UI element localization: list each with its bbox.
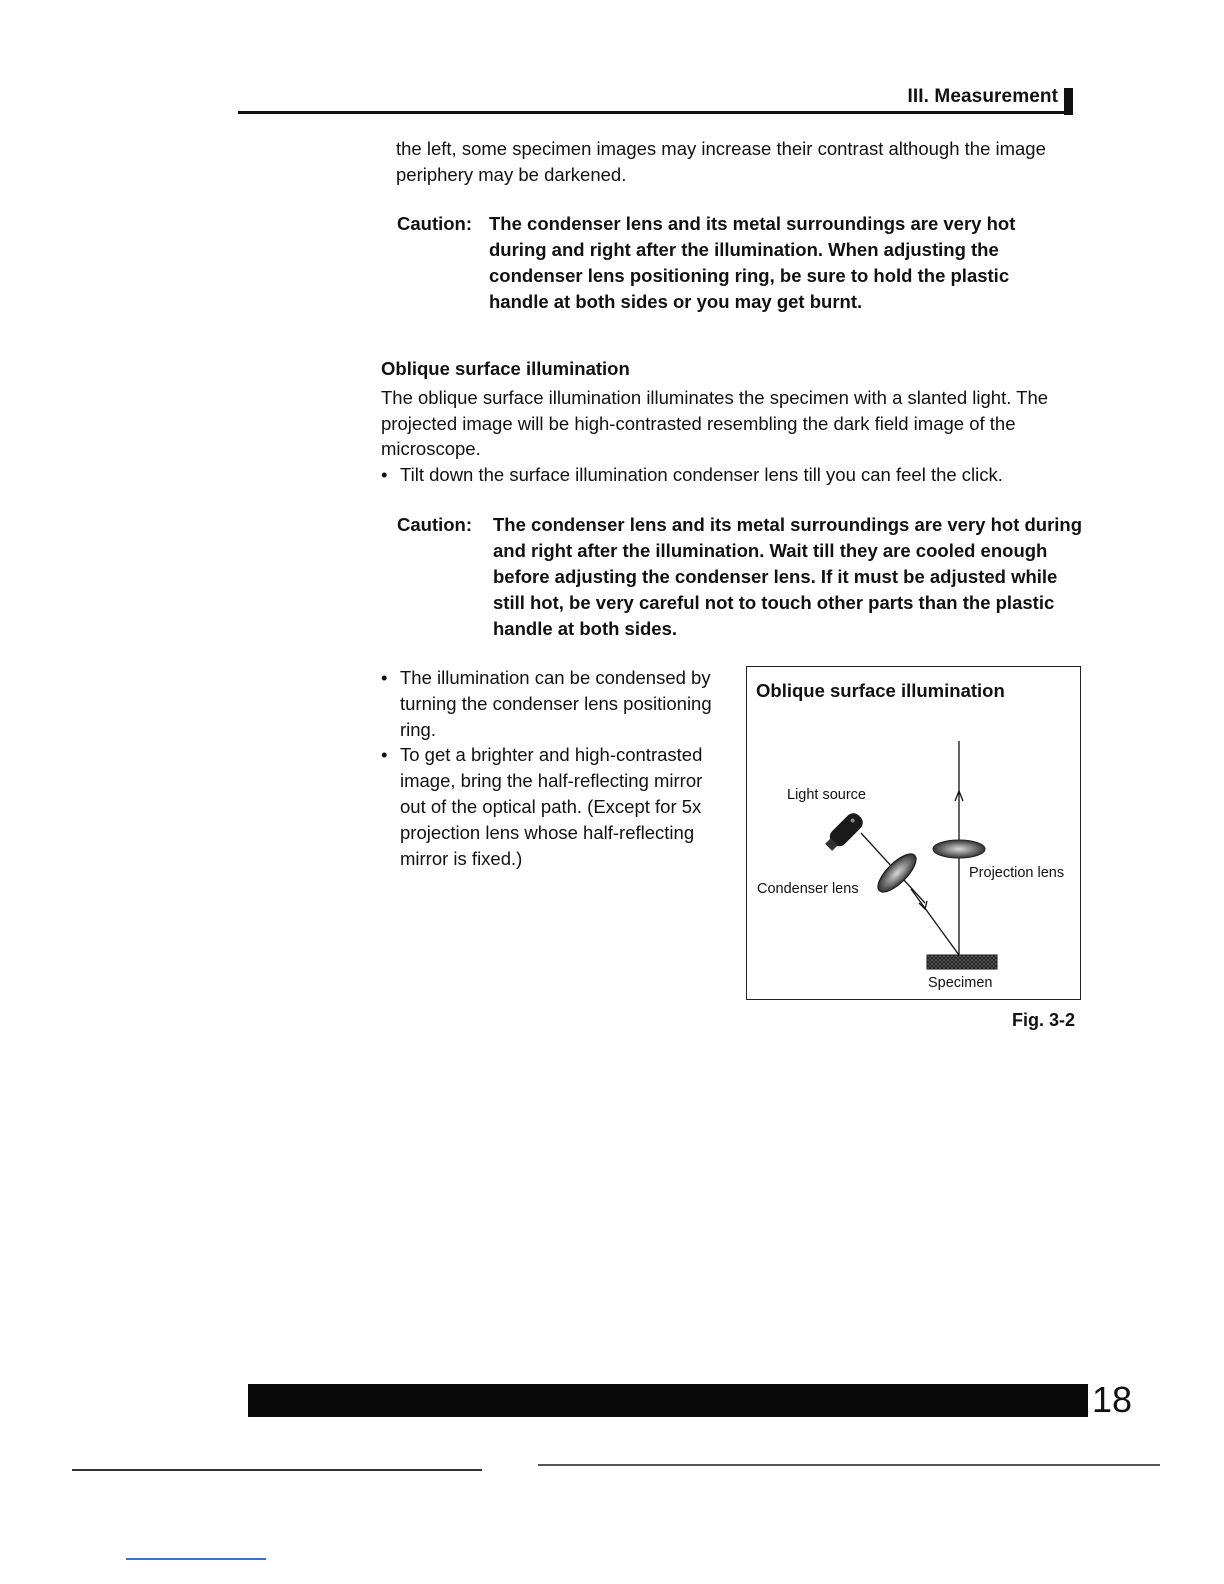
specimen-icon xyxy=(927,955,997,969)
oblique-bullet-list xyxy=(381,462,1081,488)
optical-path-diagram xyxy=(747,667,1082,1001)
intro-paragraph: the left, some specimen images may increase their contrast although the image periphery may be darkened. xyxy=(396,138,1046,185)
caution-block-2 xyxy=(397,512,1087,652)
notes-bullet-list xyxy=(381,665,726,871)
list-item: • Tilt down the surface illumination condenser lens till you can feel the click. xyxy=(381,462,1081,488)
label-projection-lens: Projection lens xyxy=(969,865,1065,881)
reflected-ray xyxy=(911,889,959,955)
caution-text-2: The condenser lens and its metal surroundings are very hot during and right after the illumination. Wait till they are cooled enough before adjusting the condenser lens. If it must be adjusted while still hot, be very careful not to touch other parts than the plastic handle at both sides. xyxy=(493,514,1083,639)
header-rule xyxy=(238,111,1073,114)
caution-text-1: The condenser lens and its metal surroundings are very hot during and right after the illumination. When adjusting the condenser lens positioning ring, be sure to hold the plastic handle at both sides or you may get burnt. xyxy=(489,213,1016,312)
footer-rule xyxy=(538,1464,1160,1466)
caution-label-1: Caution: xyxy=(397,213,473,234)
page-number: 18 xyxy=(1092,1379,1133,1420)
section-heading-oblique: Oblique surface illumination xyxy=(381,358,630,379)
section-title: III. Measurement xyxy=(907,86,1058,107)
figure-caption: Fig. 3-2 xyxy=(1012,1010,1076,1030)
caution-block-1 xyxy=(397,211,1077,321)
list-item: • The illumination can be condensed by turning the condenser lens positioning ring. xyxy=(381,665,726,742)
light-source-icon xyxy=(822,810,866,854)
label-condenser-lens: Condenser lens xyxy=(757,881,859,897)
footer-rule xyxy=(126,1558,266,1560)
caution-label-2: Caution: xyxy=(397,514,473,535)
condenser-lens-icon xyxy=(872,848,921,897)
projection-lens-icon xyxy=(933,840,985,858)
footer-rule xyxy=(72,1469,482,1471)
figure-title: Oblique surface illumination xyxy=(756,680,1005,701)
label-specimen: Specimen xyxy=(928,975,993,991)
footer-bar xyxy=(248,1384,1088,1417)
figure-box xyxy=(746,666,1081,1000)
oblique-body: The oblique surface illumination illuminates the specimen with a slanted light. The projected image will be high-contrasted resembling the dark field image of the microscope. xyxy=(381,387,1049,459)
label-light-source: Light source xyxy=(787,787,866,803)
list-item: • To get a brighter and high-contrasted image, bring the half-reflecting mirror out of the optical path. (Except for 5x projection lens whose half-reflecting mirror is fixed.) xyxy=(381,742,726,871)
